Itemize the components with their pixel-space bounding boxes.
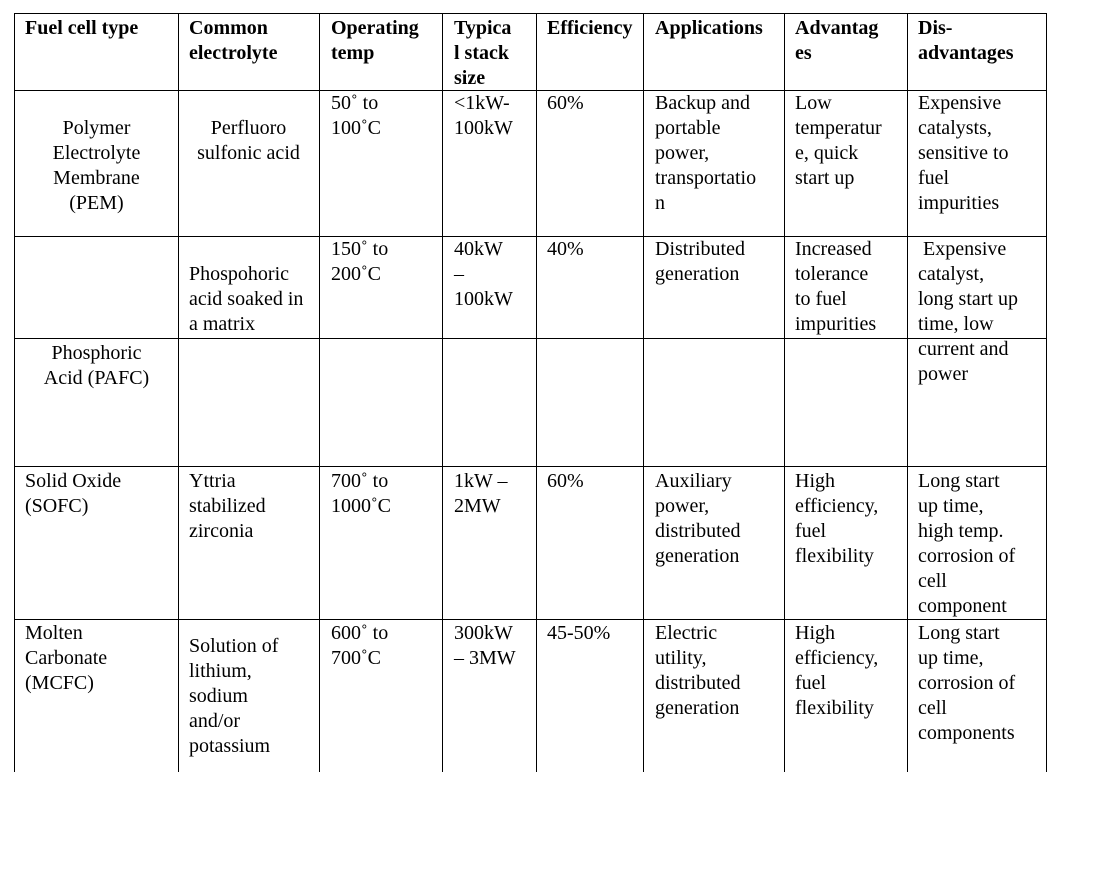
cell-line: time, low [918, 313, 994, 335]
cell-electrolyte-pafc [189, 262, 303, 337]
cell-electrolyte-sofc [189, 469, 266, 544]
cell-temp-pafc [331, 237, 388, 287]
column-divider [442, 13, 443, 772]
cell-line: 1kW – [454, 470, 508, 492]
cell-line: transportatio [655, 167, 757, 189]
cell-line: Increased [795, 238, 872, 260]
cell-line: component [918, 595, 1007, 617]
cell-line: fuel [918, 167, 950, 189]
cell-line: <1kW- [454, 92, 510, 114]
cell-line: l stack [454, 42, 509, 64]
cell-efficiency-mcfc [547, 621, 610, 646]
cell-advantages-pem [795, 91, 882, 191]
cell-advantages-mcfc [795, 621, 878, 721]
cell-line: catalyst, [918, 263, 985, 285]
column-divider [643, 13, 644, 772]
cell-line: utility, [655, 647, 707, 669]
cell-line: potassium [189, 735, 271, 757]
cell-line: Perfluoro [210, 117, 287, 139]
cell-line: Backup and [655, 92, 750, 114]
cell-line: components [918, 722, 1015, 744]
cell-line: Long start [918, 622, 1000, 644]
cell-line: temperatur [795, 117, 882, 139]
cell-type-pafc [14, 341, 179, 391]
cell-line: Acid (PAFC) [43, 367, 150, 389]
cell-line: Common [189, 17, 268, 39]
cell-applications-pem [655, 91, 756, 216]
cell-advantages-sofc [795, 469, 878, 569]
cell-line: Efficiency [547, 17, 633, 39]
header-stack-size [454, 16, 511, 91]
cell-line: generation [655, 545, 740, 567]
cell-line: current and [918, 338, 1009, 360]
cell-line: up time, [918, 647, 984, 669]
cell-line: 300kW [454, 622, 513, 644]
header-disadvantages [918, 16, 1014, 66]
cell-line: Dis- [918, 17, 953, 39]
cell-type-mcfc [25, 621, 107, 696]
cell-line: impurities [795, 313, 877, 335]
header-divider [14, 90, 1047, 91]
cell-line: power, [655, 142, 710, 164]
cell-line: 200˚C [331, 263, 381, 285]
cell-electrolyte-pem [178, 116, 319, 166]
cell-stack-sofc [454, 469, 508, 519]
cell-line: portable [655, 117, 721, 139]
row-divider [14, 236, 1047, 237]
cell-line: Electric [655, 622, 718, 644]
cell-type-sofc [25, 469, 121, 519]
cell-line: Typica [454, 17, 512, 39]
cell-line: sodium [189, 685, 248, 707]
cell-line: and/or [189, 710, 241, 732]
cell-line: catalysts, [918, 117, 992, 139]
cell-line: Advantag [795, 17, 879, 39]
cell-line: 40kW [454, 238, 503, 260]
cell-line: power [918, 363, 968, 385]
cell-line: (SOFC) [25, 495, 89, 517]
header-efficiency [547, 16, 633, 41]
cell-line: – [454, 263, 464, 285]
row-divider [14, 338, 1047, 339]
cell-line: efficiency, [795, 647, 879, 669]
cell-line: acid soaked in [189, 288, 304, 310]
cell-line: size [454, 67, 486, 89]
cell-line: advantages [918, 42, 1014, 64]
cell-line: (PEM) [69, 192, 124, 214]
cell-line: 700˚ to [331, 470, 389, 492]
cell-line: flexibility [795, 697, 874, 719]
cell-line: (MCFC) [25, 672, 94, 694]
cell-line: power, [655, 495, 710, 517]
cell-line: 100kW [454, 288, 513, 310]
cell-line: Electrolyte [52, 142, 141, 164]
cell-disadvantages-pafc [918, 237, 1018, 387]
cell-line: high temp. [918, 520, 1004, 542]
cell-line: generation [655, 697, 740, 719]
cell-line: Solution of [189, 635, 279, 657]
cell-temp-pem [331, 91, 381, 141]
cell-line: corrosion of [918, 672, 1016, 694]
cell-applications-sofc [655, 469, 741, 569]
cell-line: 50˚ to [331, 92, 379, 114]
column-divider [784, 13, 785, 772]
cell-line: Yttria [189, 470, 236, 492]
cell-line: 100˚C [331, 117, 381, 139]
cell-electrolyte-mcfc [189, 634, 278, 759]
cell-line: zirconia [189, 520, 254, 542]
cell-line: distributed [655, 520, 741, 542]
table-border-right [1046, 13, 1047, 772]
cell-line: Expensive [918, 92, 1002, 114]
column-divider [907, 13, 908, 772]
cell-efficiency-sofc [547, 469, 584, 494]
cell-line: 700˚C [331, 647, 381, 669]
cell-line: Auxiliary [655, 470, 732, 492]
header-operating-temp [331, 16, 419, 66]
cell-line: cell [918, 697, 947, 719]
cell-line: 45-50% [547, 622, 611, 644]
table-border-top [14, 13, 1047, 14]
cell-line: Phospohoric [189, 263, 289, 285]
cell-line: efficiency, [795, 495, 879, 517]
header-applications [655, 16, 763, 41]
cell-stack-mcfc [454, 621, 516, 671]
cell-line: Membrane [53, 167, 140, 189]
cell-disadvantages-mcfc [918, 621, 1015, 746]
cell-line: Solid Oxide [25, 470, 122, 492]
cell-applications-mcfc [655, 621, 741, 721]
cell-line: fuel [795, 672, 827, 694]
column-divider [319, 13, 320, 772]
cell-line: 100kW [454, 117, 513, 139]
cell-line: stabilized [189, 495, 266, 517]
cell-temp-mcfc [331, 621, 388, 671]
cell-line: electrolyte [189, 42, 278, 64]
cell-line: n [655, 192, 665, 214]
cell-line: 2MW [454, 495, 501, 517]
cell-line: to fuel [795, 288, 847, 310]
row-divider [14, 466, 1047, 467]
cell-stack-pem [454, 91, 513, 141]
column-divider [536, 13, 537, 772]
cell-disadvantages-pem [918, 91, 1009, 216]
header-fuel-cell-type [25, 16, 138, 41]
cell-line: a matrix [189, 313, 256, 335]
cell-line: Carbonate [25, 647, 108, 669]
cell-line: High [795, 470, 835, 492]
cell-line: temp [331, 42, 375, 64]
cell-line: Long start [918, 470, 1000, 492]
cell-line: flexibility [795, 545, 874, 567]
cell-applications-pafc [655, 237, 745, 287]
cell-line: – 3MW [454, 647, 516, 669]
cell-line: corrosion of [918, 545, 1016, 567]
header-common-electrolyte [189, 16, 277, 66]
cell-line: tolerance [795, 263, 869, 285]
cell-line: impurities [918, 192, 1000, 214]
cell-line: lithium, [189, 660, 252, 682]
cell-line: Applications [655, 17, 763, 39]
cell-line: Polymer [62, 117, 131, 139]
cell-line: High [795, 622, 835, 644]
cell-line: 600˚ to [331, 622, 389, 644]
cell-line: Operating [331, 17, 419, 39]
cell-line: Expensive [918, 238, 1007, 260]
cell-line: long start up [918, 288, 1018, 310]
cell-temp-sofc [331, 469, 391, 519]
cell-line: Low [795, 92, 832, 114]
cell-line: Molten [25, 622, 83, 644]
row-divider [14, 619, 1047, 620]
cell-type-pem [14, 116, 179, 216]
cell-disadvantages-sofc [918, 469, 1015, 619]
cell-line: es [795, 42, 812, 64]
cell-line: Fuel cell type [25, 17, 139, 39]
cell-line: up time, [918, 495, 984, 517]
cell-line: e, quick [795, 142, 859, 164]
header-advantages [795, 16, 878, 66]
cell-line: sensitive to [918, 142, 1009, 164]
cell-line: Phosphoric [51, 342, 142, 364]
cell-line: cell [918, 570, 947, 592]
cell-line: 60% [547, 92, 584, 114]
cell-line: 150˚ to [331, 238, 389, 260]
cell-line: fuel [795, 520, 827, 542]
cell-efficiency-pafc [547, 237, 584, 262]
cell-line: 60% [547, 470, 584, 492]
cell-stack-pafc [454, 237, 513, 312]
cell-line: Distributed [655, 238, 745, 260]
cell-advantages-pafc [795, 237, 876, 337]
cell-line: start up [795, 167, 855, 189]
cell-line: 1000˚C [331, 495, 391, 517]
cell-line: 40% [547, 238, 584, 260]
cell-efficiency-pem [547, 91, 584, 116]
cell-line: distributed [655, 672, 741, 694]
cell-line: sulfonic acid [197, 142, 300, 164]
cell-line: generation [655, 263, 740, 285]
